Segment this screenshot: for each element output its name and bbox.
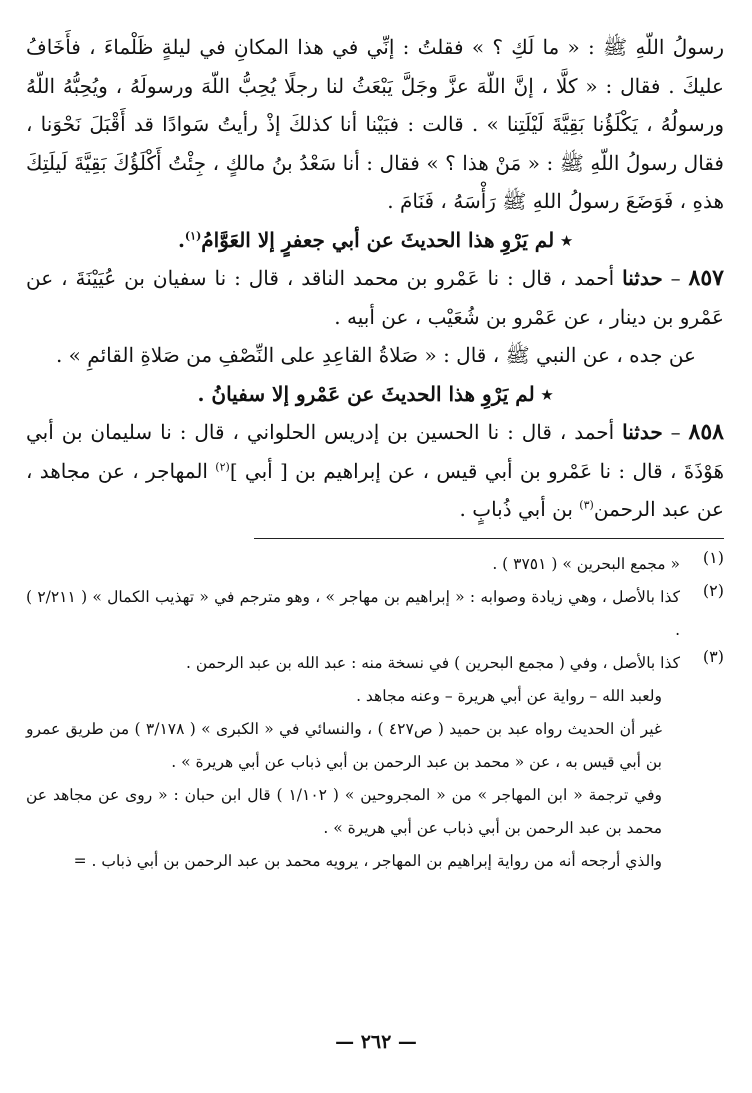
footnote-ref-1: (١) [184, 228, 202, 242]
hadith-number: ٨٥٨ [688, 419, 724, 445]
hadith-number: ٨٥٧ [688, 265, 724, 291]
footnote-3 [26, 647, 724, 680]
hadith-857-matn: عن جده ، عن النبي ﷺ ، قال : « صَلاةُ القاعِدِ على النِّصْفِ من صَلاةِ القائمِ » . [55, 343, 696, 367]
haddathana-word: حدثنا [622, 420, 663, 444]
hadith-857-remark: ٭ لم يَرْوِ هذا الحديثَ عن عَمْرو إلا سفيانُ . [197, 381, 553, 406]
footnote-3-continuation: والذي أرجحه أنه من رواية إبراهيم بن المهاجر ، يرويه محمد بن عبد الرحمن بن أبي ذباب . = [73, 851, 662, 870]
main-text [26, 28, 724, 529]
footnote-text: كذا بالأصل ، وفي ( مجمع البحرين ) في نسخة منه : عبد الله بن عبد الرحمن . [185, 653, 680, 672]
footnote-number: (٣) [702, 646, 724, 666]
hadith-858: ٨٥٨ – حدثنا أحمد ، قال : نا الحسين بن إدريس الحلواني ، قال : نا سليمان بن أبي هَوْذَةَ ، قال : نا عَمْرو بن أبي قيس ، عن إبراهيم بن [ أبي ]$^{(٢)}$ المهاجر ، عن مجاهد ، عن عبد الرحمن$^{(٣)}$ بن أبي ذُبابٍ . [26, 419, 724, 521]
hadith-856-continuation: رسولُ اللّهِ ﷺ : « ما لَكِ ؟ » فقلتُ : إنِّي في هذا المكانِ في ليلةٍ ظَلْماءَ ، فأَخَافُ عليكَ . فقال : « كلَّا ، إنَّ اللّهَ عزَّ وجَلَّ يَبْعَثُ لنا رجلًا يُحِبُّ اللّهَ ورسولَهُ ، ويُحِبُّهُ اللّهُ ورسولُهُ ، يَكْلَؤُنا بَقِيَّةَ لَيْلَتِنا » . قالت : فبَيْنا أنا كذلكَ إذْ رأيتُ سَوادًا قد أَقْبَلَ نَحْوَنا ، فقال رسولُ اللّهِ ﷺ : « مَنْ هذا ؟ » فقال : أنا سَعْدُ بنُ مالكٍ ، جِئْتُ أَكْلَؤُكَ بَقِيَّةَ لَيلَتِكَ هذهِ ، فَوَضَعَ رسولُ اللهِ ﷺ رَأْسَهُ ، فَنَامَ . [26, 35, 724, 213]
footnote-ref-2: (٢) [215, 459, 230, 473]
footnote-2 [26, 581, 724, 647]
footnote-ref-3: (٣) [579, 498, 594, 512]
footnote-3-continuation: غير أن الحديث رواه عبد بن حميد ( ص٤٢٧ ) ، والنسائي في « الكبرى » ( ٣/١٧٨ ) من طريق عمرو بن أبي قيس به ، عن « محمد بن عبد الرحمن بن أبي ذباب عن أبي هريرة » . [26, 719, 663, 771]
hadith-856-remark: ٭ لم يَرْوِ هذا الحديثَ عن أبي جعفرٍ إلا العَوَّامُ$^{(١)}$. [177, 227, 573, 252]
footnote-number: (٢) [702, 580, 724, 600]
footnote-number: (١) [702, 547, 724, 567]
footnote-3-continuation: وفي ترجمة « ابن المهاجر » من « المجروحين » ( ١/١٠٢ ) قال ابن حبان : « روى عن مجاهد عن محمد بن عبد الرحمن بن أبي ذباب عن أبي هريرة » . [26, 785, 663, 837]
footnote-3-continuation: ولعبد الله – رواية عن أبي هريرة – وعنه مجاهد . [356, 686, 662, 705]
footnotes [26, 548, 724, 878]
footnote-text: « مجمع البحرين » ( ٣٧٥١ ) . [492, 554, 680, 573]
footnote-1 [26, 548, 724, 581]
book-page [26, 28, 724, 1093]
footnote-text: كذا بالأصل ، وهي زيادة وصوابه : « إبراهيم بن مهاجر » ، وهو مترجم في « تهذيب الكمال » ( ٢/٢١١ ) . [26, 587, 680, 639]
hadith-857: ٨٥٧ – حدثنا أحمد ، قال : نا عَمْرو بن محمد الناقد ، قال : نا سفيان بن عُيَيْنَةَ ، عن عَمْرو بن دينار ، عن عَمْرو بن شُعَيْب ، عن أبيه . [26, 265, 724, 329]
haddathana-word: حدثنا [622, 266, 663, 290]
footnote-separator [254, 538, 724, 539]
page-number: — ٢٦٢ — [335, 1031, 417, 1053]
